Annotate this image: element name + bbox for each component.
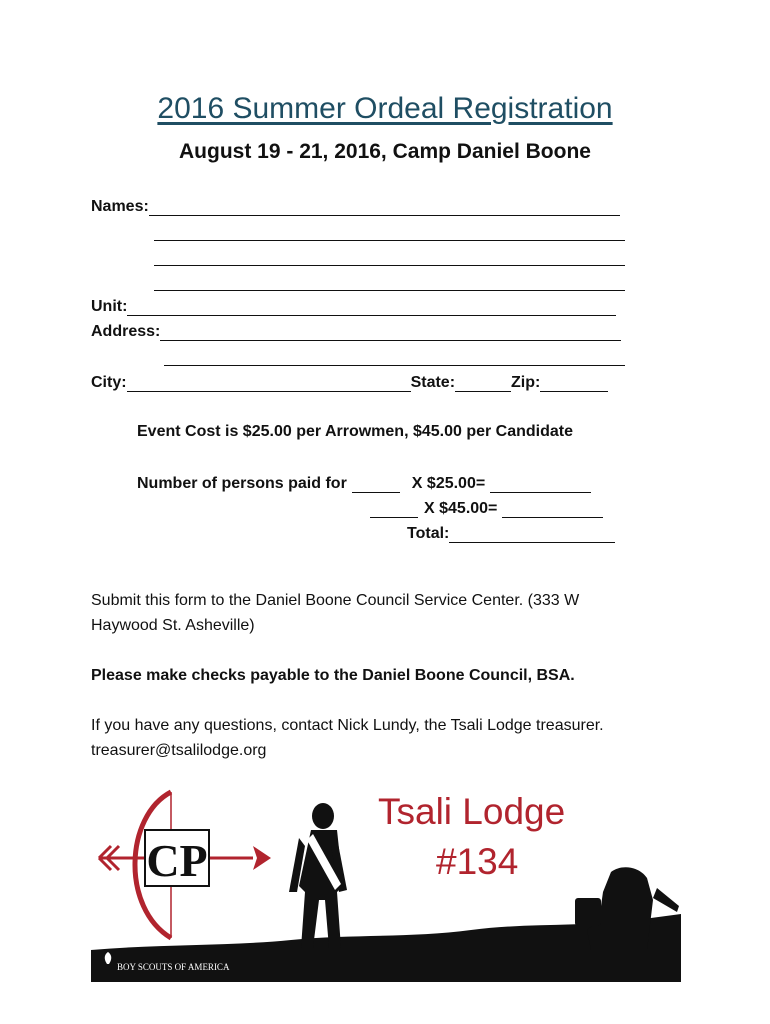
unit-label: Unit:	[91, 298, 128, 315]
submit-instructions-line-1: Submit this form to the Daniel Boone Council Service Center. (333 W	[91, 592, 580, 609]
zip-line[interactable]	[540, 373, 608, 392]
address-label: Address:	[91, 323, 161, 340]
event-cost-text: Event Cost is $25.00 per Arrowmen, $45.00 per Candidate	[137, 423, 574, 440]
names-line-3[interactable]	[154, 247, 625, 266]
candidate-subtotal-line[interactable]	[502, 499, 603, 518]
logo-letters: CP	[146, 835, 208, 886]
persons-paid-label: Number of persons paid for	[137, 475, 347, 492]
city-label: City:	[91, 374, 127, 391]
checks-payable-note: Please make checks payable to the Daniel Boone Council, BSA.	[91, 667, 575, 684]
candidate-row	[370, 499, 603, 518]
city-line[interactable]	[127, 373, 411, 392]
unit-field	[91, 297, 616, 316]
lodge-name: Tsali Lodge	[378, 791, 566, 832]
total-row	[407, 524, 615, 543]
address-field	[91, 322, 621, 341]
state-line[interactable]	[455, 373, 511, 392]
unit-line[interactable]	[127, 297, 616, 316]
total-label: Total:	[407, 525, 450, 542]
arrowmen-rate-label: X $25.00=	[411, 475, 486, 492]
names-line-2[interactable]	[154, 222, 625, 241]
tsali-lodge-banner	[91, 780, 681, 982]
total-line[interactable]	[449, 524, 615, 543]
names-line-4[interactable]	[154, 272, 625, 291]
submit-instructions-line-2: Haywood St. Asheville)	[91, 617, 255, 634]
persons-paid-row	[137, 474, 591, 493]
names-line-1[interactable]	[149, 197, 620, 216]
candidate-rate-label: X $45.00=	[424, 500, 498, 517]
zip-label: Zip:	[511, 374, 541, 391]
names-field	[91, 197, 620, 216]
scout-silhouette	[289, 803, 347, 948]
bsa-label: BOY SCOUTS OF AMERICA	[117, 962, 230, 972]
questions-contact: If you have any questions, contact Nick Lundy, the Tsali Lodge treasurer.	[91, 717, 604, 734]
lodge-number: #134	[436, 841, 519, 882]
arrowmen-count-line[interactable]	[352, 474, 400, 493]
candidate-count-line[interactable]	[370, 499, 418, 518]
city-state-zip-field	[91, 373, 608, 392]
address-line-2[interactable]	[164, 347, 625, 366]
state-label: State:	[410, 374, 456, 391]
arrowmen-subtotal-line[interactable]	[490, 474, 591, 493]
bow-and-arrow-logo	[99, 792, 271, 938]
event-date-location: August 19 - 21, 2016, Camp Daniel Boone	[179, 140, 591, 163]
treasurer-email: treasurer@tsalilodge.org	[91, 742, 267, 759]
names-label: Names:	[91, 198, 149, 215]
form-title: 2016 Summer Ordeal Registration	[157, 92, 613, 125]
address-line-1[interactable]	[160, 322, 621, 341]
